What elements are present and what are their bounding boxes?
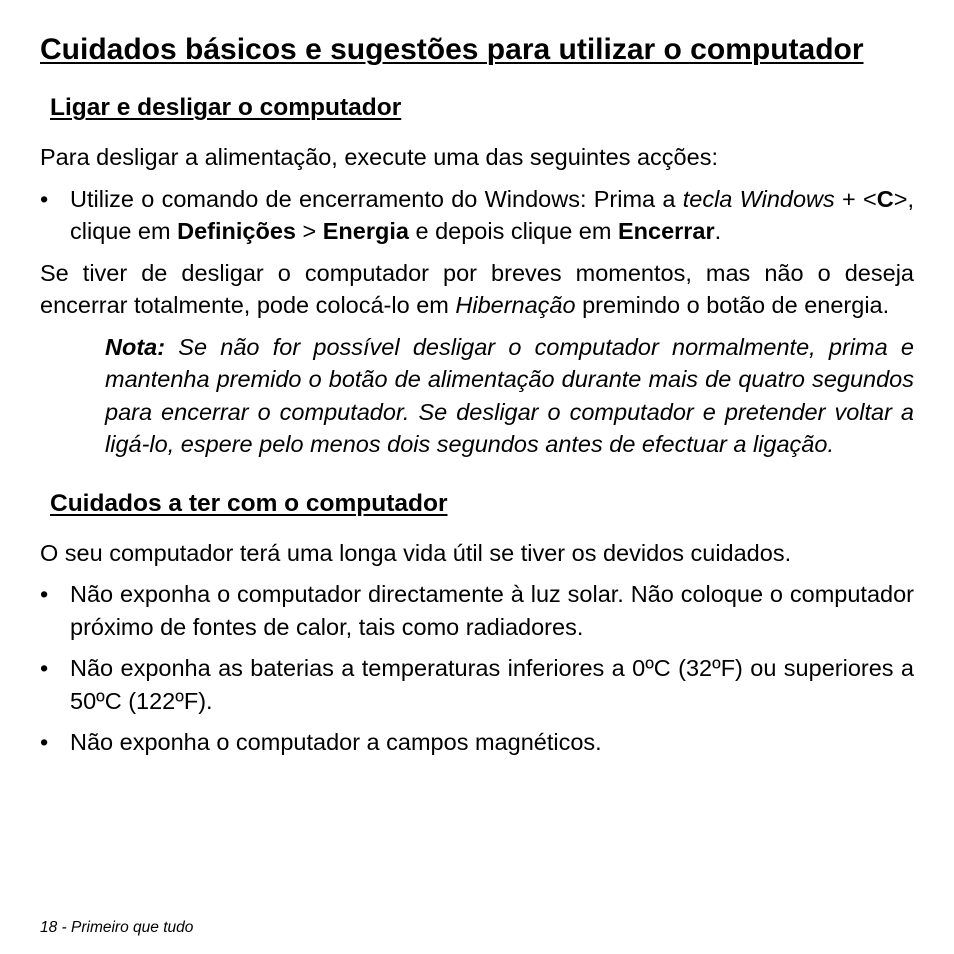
list-item: • Não exponha o computador directamente à luz solar. Não coloque o computador próximo de fontes de calor, tais como radiadores. [40,578,914,643]
care-bullet-list [40,578,914,759]
care-intro-text: O seu computador terá uma longa vida útil se tiver os devidos cuidados. [40,539,792,566]
bullet-icon: • [40,655,49,681]
list-item: • Não exponha as baterias a temperaturas inferiores a 0ºC (32ºF) ou superiores a 50ºC (122ºF). [40,652,914,717]
note-block [105,331,914,461]
hibernation-paragraph: Se tiver de desligar o computador por breves momentos, mas não o deseja encerrar totalmente, pode colocá-lo em Hibernação premindo o botão de energia. [40,259,914,318]
bullet-icon: • [40,581,49,607]
bullet-icon: • [40,185,49,212]
list-item: • Utilize o comando de encerramento do Windows: Prima a tecla Windows + <C>, clique em Definições > Energia e depois clique em Encerrar. [40,183,914,248]
page-title: Cuidados básicos e sugestões para utilizar o computador [40,33,864,66]
section-heading-care: Cuidados a ter com o computador [50,489,448,517]
note-label: Nota: [105,333,166,360]
power-intro-text: Para desligar a alimentação, execute uma das seguintes acções: [40,144,718,170]
power-bullet-list [40,183,914,248]
page-footer: 18 - Primeiro que tudo [40,919,194,936]
bullet-icon: • [40,729,49,755]
section-heading-power: Ligar e desligar o computador [50,94,402,121]
page-content [40,32,914,759]
note-text: Se não for possível desligar o computador normalmente, prima e mantenha premido o botão de alimentação durante mais de quatro segundos para encerrar o computador. Se desligar o computador e pretender voltar a ligá-lo, espere pelo menos dois segundos antes de efectuar a ligação. [105,333,914,457]
list-item: • Não exponha o computador a campos magnéticos. [40,726,914,759]
